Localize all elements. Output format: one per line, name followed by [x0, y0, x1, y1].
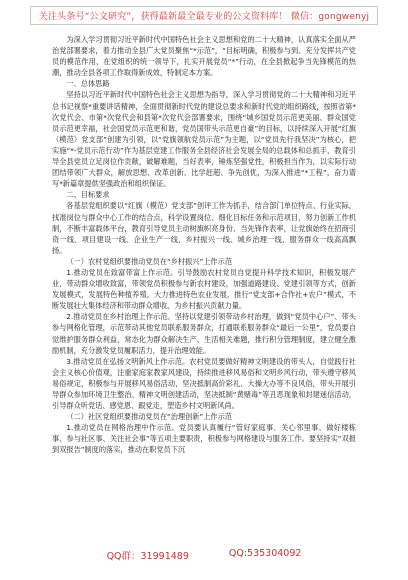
footer-qq: QQ:535304092: [228, 548, 302, 559]
paragraph-3: 1.推动党员在致富带富上作示范。引导鼓励农村党员自觉提升科学技术知识，积极发展产业，带动群众增收致富，带领党员积极参与新农村建设，加强道路建设、党建引领等方式，创新发展模式，发展特色种植养殖，大力推进特色农业发展，推行“党支部+合作社+农户”模式，不断发展壮大集体经济和带动群众增收，为乡村振兴贡献力量。: [52, 267, 356, 311]
paragraph-2: 各基层党组织要以“红旗（模范）党支部”创评工作为抓手，结合部门单位特点、行业实际，找准岗位与群众中心工作的结合点，科学设置岗位、细化目标任务和示范项目，努力创新工作机制，不断丰富载体平台，教育引导党员主动树旗帜亮身份、当先锋作表率，让党旗始终在招商引资一线、项目建设一线、企业生产一线、乡村振兴一线、城乡治理一线、服务群众一线高高飘扬。: [52, 201, 356, 255]
footer-contacts: [0, 548, 408, 562]
paragraph-4: 2.推动党员在乡村治理上作示范。坚持以党建引领带动乡村治理，做到“党员中心户”、带头参与网格化管理，示范带动其他党员联系服务群众，打通联系服务群众“最后一公里”，党员要自觉维护服务群众利益，常态化为群众解决生产、生活相关难题，推行积分管理制度，建立健全激励机制，充分激发党员履职活力，提升治理效能。: [52, 312, 356, 355]
document-body: [52, 34, 356, 538]
subheading-2: （二）社区党组织要推动党员在“治理创新”上作示范: [66, 412, 232, 422]
paragraph-6: 1.推动党员在网格治理中作示范。党员要认真履行“管好家庭事、关心邻里事、做好楼栋事、参与社区事、关注社会事”等五项主要职责，积极参与网格建设与服务工作。要坚持实“双报到双报告”制度的落实，推动在职党员下沉: [52, 423, 356, 455]
section-heading-2: 二、目标要求: [66, 190, 110, 200]
footer-qq-group: QQ群：31991489: [106, 551, 189, 562]
section-heading-1: 一、总体思路: [66, 79, 110, 89]
paragraph-5: 3.推动党员在弘扬文明新风上作示范。农村党员要做好精神文明建设的带头人，自觉践行社会主义核心价值观，注重家庭家教家风建设，持续推进移风易俗和文明乡风行动，带头遵守移风易俗规定，积极参与开展移风易俗活动，坚决抵制高价彩礼、大操大办等不良风俗，带头开展引导群众参加环境卫生整治、精神文明创建活动，坚决抵制“黄赌毒”等丑恶现象和封建迷信活动，引导群众听党话、感党恩、跟党走，塑造乡村文明新风尚。: [52, 356, 356, 411]
paragraph-1: 坚持以习近平新时代中国特色社会主义思想为指导，深入学习贯彻党的二十大精神和习近平总书记视察*重要讲话精神，全面贯彻新时代党的建设总要求和新时代党的组织路线，按照省第*次党代会、市第*次党代会和县第*次党代会部署要求，围绕“城乡国党员示范更美丽、群众国党员示范更幸福，社会国党员示范更和谐，党员国带头示范更自豪”的目标，以持续深入开展“红旗（模范）党支部”创建为引领，以“党旗领航党员示范”为主题，以“党员先行我坚决”为核心，把实施“*-党员示范行动”作为基层党建工作服务全县经济社会发展全局的总载体和总抓手，教育引导全县党员立足岗位作贡献，破解难题，当好表率，锤炼坚强党性，积极担当作为，以实际行动团结带领广大群众，解放思想、改革创新、比学赶超、争先创优，为深入推进“*工程”，奋力谱写*新篇章提供坚强政治和组织保证。: [52, 90, 356, 189]
banner-text: 关注头条号“公文研究”，获得最新最全最专业的公文资料库！ 微信：gongwenyj: [30, 6, 378, 25]
top-banner: [0, 4, 408, 26]
intro-paragraph: 为深入学习贯彻习近平新时代中国特色社会主义思想和党的二十大精神，认真落实全面从严治党部署要求，着力推动全县广大党员聚焦“*示范”，“目标明确，积极参与到、充分发挥共产党员的模范作用，在党组织的统一领导下，扎实开展党员“*”行动，在全县掀起争当先锋模范的热潮，推动全县各项工作取得新成效，特制定本方案。: [52, 35, 356, 78]
subheading-1: （一）农村党组织要推动党员在“乡村振兴”上作示范: [66, 256, 232, 266]
